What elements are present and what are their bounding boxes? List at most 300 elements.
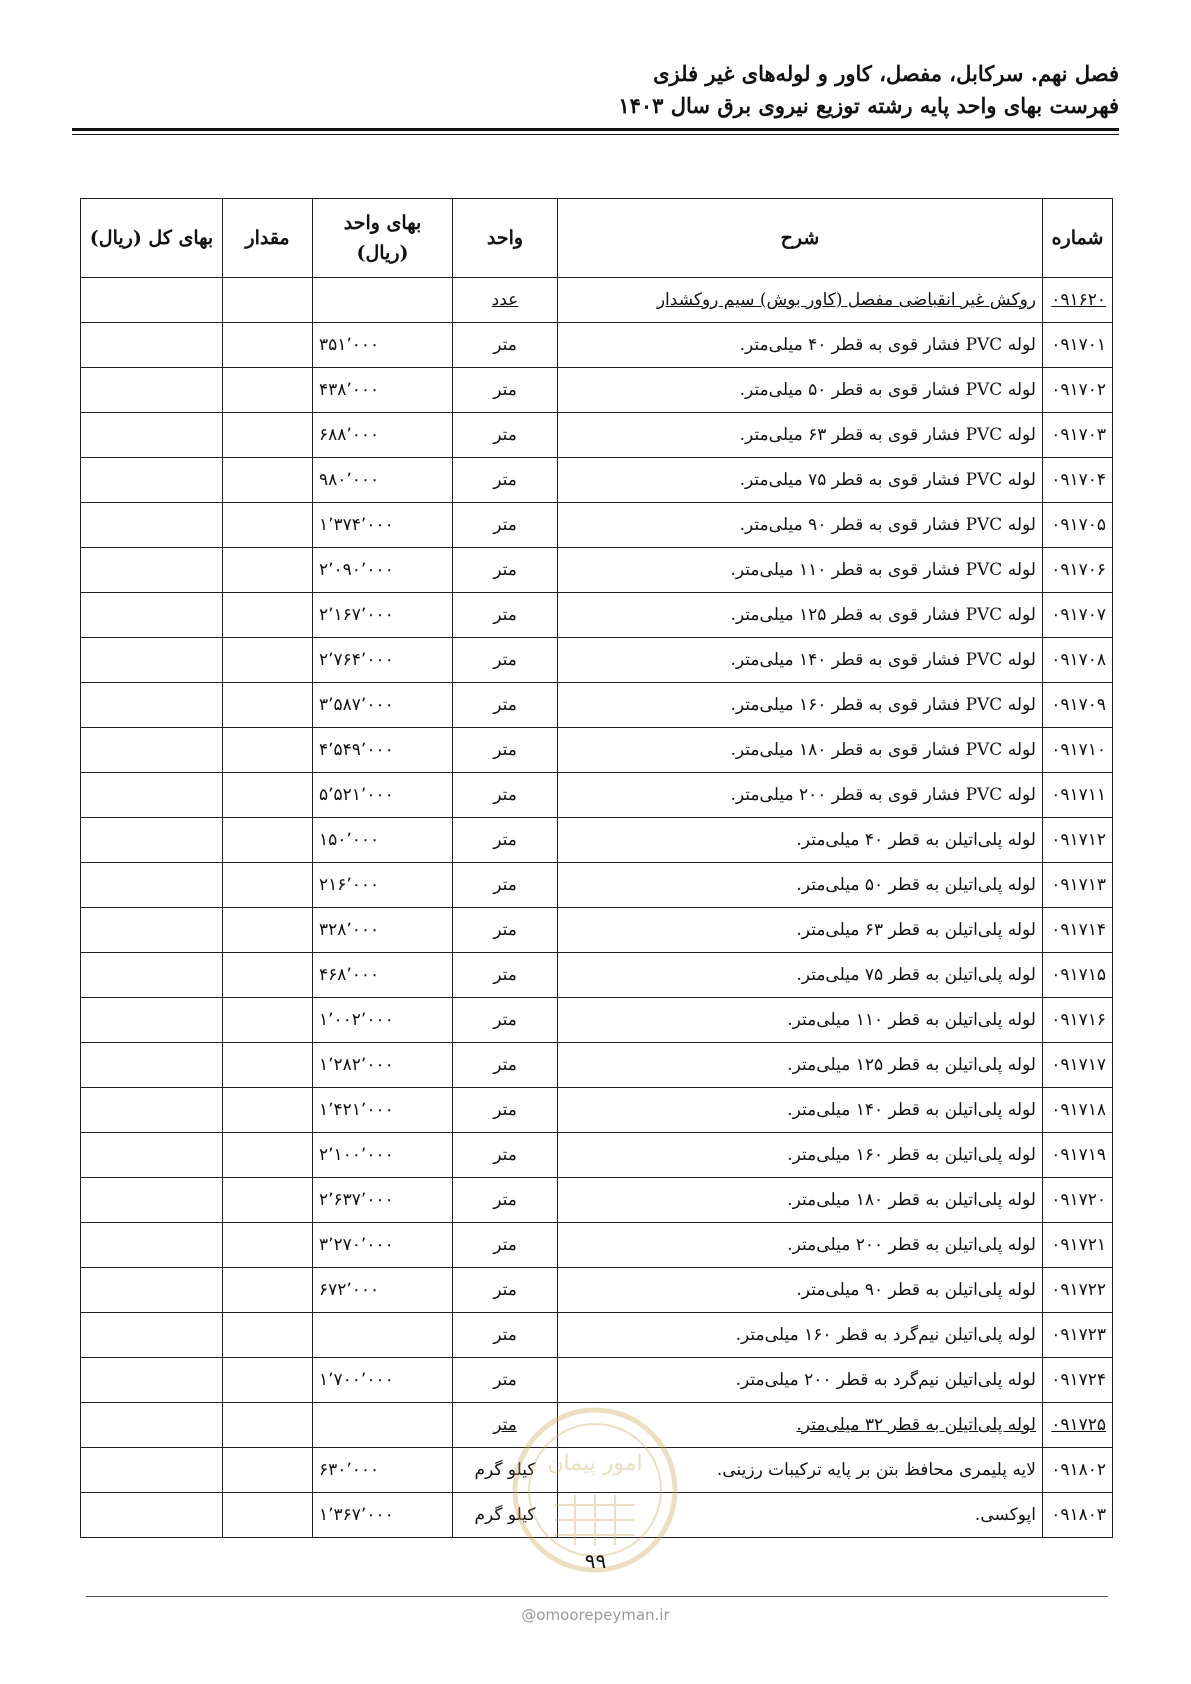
cell-unit-price-text: ۳٬۲۷۰٬۰۰۰: [319, 1235, 394, 1255]
cell-description: [558, 368, 1043, 413]
cell-unit: [453, 728, 558, 773]
cell-description: [558, 683, 1043, 728]
cell-code-text: ۰۹۱۷۱۸: [1051, 1100, 1106, 1120]
cell-unit-price-text: ۶۸۸٬۰۰۰: [319, 425, 380, 445]
cell-unit: [453, 1223, 558, 1268]
cell-description: [558, 1268, 1043, 1313]
cell-unit-price-text: ۳۵۱٬۰۰۰: [319, 335, 380, 355]
cell-unit: [453, 908, 558, 953]
cell-unit-text: متر: [493, 1010, 517, 1030]
cell-unit-price: [313, 1268, 453, 1313]
cell-description: [558, 593, 1043, 638]
cell-description: [558, 908, 1043, 953]
cell-unit: [453, 953, 558, 998]
cell-code: [1043, 548, 1113, 593]
cell-code-text: ۰۹۱۷۰۸: [1051, 650, 1106, 670]
cell-quantity: [223, 1493, 313, 1538]
cell-code-text: ۰۹۱۸۰۳: [1051, 1505, 1106, 1525]
cell-code: [1043, 1313, 1113, 1358]
cell-code-text: ۰۹۱۶۲۰: [1051, 290, 1106, 310]
cell-unit-price-text: ۲۱۶٬۰۰۰: [319, 875, 380, 895]
cell-unit-price: [313, 1493, 453, 1538]
cell-code: [1043, 1268, 1113, 1313]
table-row: [81, 1268, 1113, 1313]
cell-description-text: لوله پلی‌اتیلن به قطر ۳۲ میلی‌متر.: [796, 1415, 1036, 1435]
cell-code-text: ۰۹۱۷۰۴: [1051, 470, 1106, 490]
cell-description: [558, 953, 1043, 998]
header-unit-price-line2: (ریال): [356, 242, 409, 264]
table-row: [81, 1358, 1113, 1403]
cell-code: [1043, 818, 1113, 863]
cell-unit-text: متر: [493, 1325, 517, 1345]
cell-description-text: لوله پلی‌اتیلن نیم‌گرد به قطر ۱۶۰ میلی‌متر.: [735, 1325, 1036, 1345]
cell-unit: [453, 1043, 558, 1088]
cell-unit: [453, 458, 558, 503]
cell-description-text: لوله پلی‌اتیلن به قطر ۱۴۰ میلی‌متر.: [787, 1100, 1036, 1120]
table-row: [81, 638, 1113, 683]
footer-rule: [86, 1596, 1108, 1597]
table-row: [81, 1043, 1113, 1088]
seal-text: امور پیمان: [547, 1451, 643, 1476]
cell-unit: [453, 593, 558, 638]
cell-total-price: [81, 458, 223, 503]
cell-unit-text: متر: [493, 965, 517, 985]
cell-description-text: لوله PVC فشار قوی به قطر ۷۵ میلی‌متر.: [739, 470, 1036, 490]
cell-unit-price: [313, 278, 453, 323]
table-row: [81, 1223, 1113, 1268]
cell-total-price: [81, 593, 223, 638]
cell-description-text: روکش غیر انقباضی مفصل (کاور بوش) سیم روکشدار: [656, 290, 1036, 310]
cell-unit-price: [313, 998, 453, 1043]
cell-code-text: ۰۹۱۷۱۲: [1051, 830, 1106, 850]
cell-quantity: [223, 413, 313, 458]
cell-description: [558, 278, 1043, 323]
cell-unit-price: [313, 683, 453, 728]
cell-total-price: [81, 1313, 223, 1358]
cell-quantity: [223, 458, 313, 503]
cell-total-price: [81, 278, 223, 323]
cell-unit: [453, 548, 558, 593]
cell-unit-price-text: ۹۸۰٬۰۰۰: [319, 470, 380, 490]
cell-code: [1043, 1358, 1113, 1403]
cell-quantity: [223, 548, 313, 593]
cell-quantity: [223, 1088, 313, 1133]
cell-unit-text: متر: [493, 1055, 517, 1075]
cell-total-price: [81, 773, 223, 818]
cell-description: [558, 1088, 1043, 1133]
header-rule-thin: [72, 134, 1119, 135]
cell-unit: [453, 818, 558, 863]
cell-total-price: [81, 1178, 223, 1223]
cell-total-price: [81, 1088, 223, 1133]
cell-code-text: ۰۹۱۷۲۲: [1051, 1280, 1106, 1300]
cell-description-text: لوله PVC فشار قوی به قطر ۴۰ میلی‌متر.: [739, 335, 1036, 355]
cell-unit: [453, 278, 558, 323]
cell-unit-text: متر: [493, 1370, 517, 1390]
chapter-title: فصل نهم. سرکابل، مفصل، کاور و لوله‌های غیر فلزی: [653, 61, 1119, 86]
cell-unit-price-text: ۱٬۳۶۷٬۰۰۰: [319, 1505, 394, 1525]
table-row: [81, 998, 1113, 1043]
cell-unit-text: متر: [493, 830, 517, 850]
cell-unit-price: [313, 1178, 453, 1223]
cell-description-text: لوله PVC فشار قوی به قطر ۹۰ میلی‌متر.: [739, 515, 1036, 535]
cell-total-price: [81, 1358, 223, 1403]
cell-total-price: [81, 818, 223, 863]
cell-description-text: لوله پلی‌اتیلن به قطر ۲۰۰ میلی‌متر.: [787, 1235, 1036, 1255]
table-row: [81, 818, 1113, 863]
cell-unit: [453, 1313, 558, 1358]
cell-quantity: [223, 998, 313, 1043]
cell-unit-price-text: ۱۵۰٬۰۰۰: [319, 830, 380, 850]
cell-quantity: [223, 1223, 313, 1268]
cell-total-price: [81, 1448, 223, 1493]
cell-code: [1043, 413, 1113, 458]
cell-code-text: ۰۹۱۷۲۵: [1051, 1415, 1106, 1435]
cell-unit-price-text: ۲٬۱۰۰٬۰۰۰: [319, 1145, 394, 1165]
cell-unit-price-text: ۱٬۲۸۲٬۰۰۰: [319, 1055, 394, 1075]
cell-unit-price: [313, 458, 453, 503]
cell-description: [558, 413, 1043, 458]
cell-description: [558, 1133, 1043, 1178]
cell-quantity: [223, 1043, 313, 1088]
header-description: شرح: [558, 199, 1043, 278]
cell-description: [558, 863, 1043, 908]
cell-code: [1043, 1178, 1113, 1223]
cell-quantity: [223, 953, 313, 998]
cell-unit-price: [313, 773, 453, 818]
cell-quantity: [223, 1268, 313, 1313]
cell-unit-price-text: ۴۶۸٬۰۰۰: [319, 965, 380, 985]
cell-total-price: [81, 1133, 223, 1178]
cell-quantity: [223, 1403, 313, 1448]
cell-total-price: [81, 503, 223, 548]
cell-unit-text: متر: [493, 470, 517, 490]
cell-code: [1043, 1223, 1113, 1268]
cell-code: [1043, 908, 1113, 953]
cell-code: [1043, 458, 1113, 503]
cell-quantity: [223, 323, 313, 368]
cell-description-text: لوله پلی‌اتیلن به قطر ۱۶۰ میلی‌متر.: [787, 1145, 1036, 1165]
cell-code-text: ۰۹۱۷۲۴: [1051, 1370, 1106, 1390]
cell-unit-price: [313, 1088, 453, 1133]
cell-unit-price: [313, 1043, 453, 1088]
cell-unit-text: متر: [493, 740, 517, 760]
cell-unit-text: متر: [493, 875, 517, 895]
cell-unit-price-text: ۶۳۰٬۰۰۰: [319, 1460, 380, 1480]
cell-total-price: [81, 863, 223, 908]
cell-description-text: لوله پلی‌اتیلن نیم‌گرد به قطر ۲۰۰ میلی‌متر.: [735, 1370, 1036, 1390]
cell-quantity: [223, 278, 313, 323]
cell-unit-price: [313, 638, 453, 683]
cell-unit-price-text: ۴۳۸٬۰۰۰: [319, 380, 380, 400]
cell-unit-text: متر: [493, 425, 517, 445]
cell-unit: [453, 773, 558, 818]
table-row: [81, 908, 1113, 953]
table-row: [81, 1313, 1113, 1358]
cell-quantity: [223, 908, 313, 953]
cell-description: [558, 323, 1043, 368]
cell-total-price: [81, 1403, 223, 1448]
cell-description-text: لوله PVC فشار قوی به قطر ۵۰ میلی‌متر.: [739, 380, 1036, 400]
cell-unit-price: [313, 1358, 453, 1403]
cell-quantity: [223, 1178, 313, 1223]
cell-unit: [453, 1268, 558, 1313]
cell-unit-price: [313, 593, 453, 638]
cell-unit-price: [313, 503, 453, 548]
header-rule-thick: [72, 128, 1119, 131]
cell-unit-text: متر: [493, 1280, 517, 1300]
cell-code: [1043, 278, 1113, 323]
cell-unit-text: عدد: [491, 290, 519, 310]
cell-unit-price-text: ۲٬۱۶۷٬۰۰۰: [319, 605, 394, 625]
cell-description: [558, 503, 1043, 548]
cell-description-text: لوله پلی‌اتیلن به قطر ۱۲۵ میلی‌متر.: [787, 1055, 1036, 1075]
document-title: فهرست بهای واحد پایه رشته توزیع نیروی برق سال ۱۴۰۳: [618, 93, 1119, 118]
page-header: [69, 58, 1119, 122]
cell-unit-price-text: ۱٬۴۲۱٬۰۰۰: [319, 1100, 394, 1120]
cell-description-text: لوله پلی‌اتیلن به قطر ۵۰ میلی‌متر.: [796, 875, 1036, 895]
cell-unit-price: [313, 728, 453, 773]
cell-total-price: [81, 1223, 223, 1268]
cell-description-text: لوله PVC فشار قوی به قطر ۲۰۰ میلی‌متر.: [730, 785, 1036, 805]
cell-code: [1043, 323, 1113, 368]
cell-quantity: [223, 728, 313, 773]
cell-description: [558, 773, 1043, 818]
cell-unit-price: [313, 953, 453, 998]
cell-unit-price: [313, 1223, 453, 1268]
cell-quantity: [223, 368, 313, 413]
cell-unit-text: متر: [493, 560, 517, 580]
cell-description-text: لایه پلیمری محافظ بتن بر پایه ترکیبات رزینی.: [716, 1460, 1036, 1480]
cell-total-price: [81, 1268, 223, 1313]
table-row: [81, 458, 1113, 503]
cell-code: [1043, 1493, 1113, 1538]
cell-quantity: [223, 863, 313, 908]
cell-description-text: اپوکسی.: [974, 1505, 1036, 1525]
cell-description: [558, 998, 1043, 1043]
table-row: [81, 683, 1113, 728]
cell-unit-price: [313, 863, 453, 908]
cell-description-text: لوله PVC فشار قوی به قطر ۱۲۵ میلی‌متر.: [730, 605, 1036, 625]
cell-code-text: ۰۹۱۷۱۱: [1051, 785, 1106, 805]
cell-description-text: لوله پلی‌اتیلن به قطر ۱۱۰ میلی‌متر.: [787, 1010, 1036, 1030]
cell-description-text: لوله PVC فشار قوی به قطر ۱۶۰ میلی‌متر.: [730, 695, 1036, 715]
cell-quantity: [223, 773, 313, 818]
header-quantity: مقدار: [223, 199, 313, 278]
cell-unit-text: کیلو گرم: [474, 1505, 536, 1525]
cell-unit-price-text: ۵٬۵۲۱٬۰۰۰: [319, 785, 394, 805]
cell-code-text: ۰۹۱۷۰۹: [1051, 695, 1106, 715]
cell-unit: [453, 413, 558, 458]
cell-code: [1043, 1448, 1113, 1493]
cell-quantity: [223, 1313, 313, 1358]
cell-code-text: ۰۹۱۷۲۱: [1051, 1235, 1106, 1255]
table-row: [81, 1088, 1113, 1133]
cell-unit-text: متر: [493, 650, 517, 670]
table-row: [81, 863, 1113, 908]
cell-unit-price: [313, 1448, 453, 1493]
cell-description: [558, 1313, 1043, 1358]
cell-unit: [453, 863, 558, 908]
cell-code: [1043, 998, 1113, 1043]
cell-code-text: ۰۹۱۷۰۳: [1051, 425, 1106, 445]
cell-description-text: لوله پلی‌اتیلن به قطر ۱۸۰ میلی‌متر.: [787, 1190, 1036, 1210]
cell-code: [1043, 1403, 1113, 1448]
cell-unit: [453, 998, 558, 1043]
cell-total-price: [81, 1043, 223, 1088]
cell-unit-text: متر: [493, 335, 517, 355]
cell-code: [1043, 503, 1113, 548]
cell-description: [558, 1178, 1043, 1223]
price-list-table: [80, 198, 1113, 1538]
cell-code: [1043, 593, 1113, 638]
cell-code: [1043, 1088, 1113, 1133]
cell-unit-price: [313, 413, 453, 458]
cell-code-text: ۰۹۱۷۱۶: [1051, 1010, 1106, 1030]
cell-code: [1043, 1043, 1113, 1088]
cell-unit: [453, 368, 558, 413]
cell-unit-text: متر: [493, 1415, 517, 1435]
cell-quantity: [223, 503, 313, 548]
cell-total-price: [81, 998, 223, 1043]
cell-total-price: [81, 1493, 223, 1538]
cell-description: [558, 458, 1043, 503]
cell-code-text: ۰۹۱۷۰۷: [1051, 605, 1106, 625]
header-unit: واحد: [453, 199, 558, 278]
cell-unit-price-text: ۳۲۸٬۰۰۰: [319, 920, 380, 940]
cell-total-price: [81, 638, 223, 683]
cell-description-text: لوله PVC فشار قوی به قطر ۶۳ میلی‌متر.: [739, 425, 1036, 445]
cell-quantity: [223, 1448, 313, 1493]
cell-code: [1043, 728, 1113, 773]
cell-code-text: ۰۹۱۷۱۴: [1051, 920, 1106, 940]
cell-unit-text: متر: [493, 1145, 517, 1165]
cell-description: [558, 1223, 1043, 1268]
cell-code: [1043, 773, 1113, 818]
cell-unit: [453, 503, 558, 548]
cell-code-text: ۰۹۱۷۱۷: [1051, 1055, 1106, 1075]
cell-unit-price: [313, 818, 453, 863]
cell-unit-price-text: ۱٬۳۷۴٬۰۰۰: [319, 515, 394, 535]
cell-code-text: ۰۹۱۷۰۱: [1051, 335, 1106, 355]
cell-total-price: [81, 368, 223, 413]
cell-unit: [453, 1088, 558, 1133]
cell-code-text: ۰۹۱۷۱۹: [1051, 1145, 1106, 1165]
cell-code-text: ۰۹۱۷۲۰: [1051, 1190, 1106, 1210]
cell-description: [558, 1043, 1043, 1088]
table-row: [81, 773, 1113, 818]
cell-unit-price-text: ۱٬۰۰۲٬۰۰۰: [319, 1010, 394, 1030]
cell-unit-price: [313, 323, 453, 368]
cell-unit: [453, 323, 558, 368]
cell-quantity: [223, 1358, 313, 1403]
cell-unit-price: [313, 1313, 453, 1358]
cell-total-price: [81, 323, 223, 368]
table-row: [81, 413, 1113, 458]
cell-unit-price: [313, 1403, 453, 1448]
table-row: [81, 548, 1113, 593]
cell-unit-price: [313, 908, 453, 953]
cell-description-text: لوله PVC فشار قوی به قطر ۱۱۰ میلی‌متر.: [730, 560, 1036, 580]
cell-unit-text: متر: [493, 920, 517, 940]
cell-code-text: ۰۹۱۷۲۳: [1051, 1325, 1106, 1345]
header-unit-price: [313, 199, 453, 278]
cell-quantity: [223, 1133, 313, 1178]
cell-unit: [453, 683, 558, 728]
cell-quantity: [223, 638, 313, 683]
table-row: [81, 1178, 1113, 1223]
cell-code: [1043, 1133, 1113, 1178]
cell-quantity: [223, 818, 313, 863]
cell-code: [1043, 368, 1113, 413]
header-unit-price-line1: بهای واحد: [343, 212, 422, 234]
cell-quantity: [223, 683, 313, 728]
table-row: [81, 503, 1113, 548]
cell-code: [1043, 863, 1113, 908]
cell-code-text: ۰۹۱۷۱۰: [1051, 740, 1106, 760]
cell-unit-price-text: ۲٬۰۹۰٬۰۰۰: [319, 560, 394, 580]
cell-description: [558, 638, 1043, 683]
table-row: [81, 593, 1113, 638]
cell-description-text: لوله پلی‌اتیلن به قطر ۷۵ میلی‌متر.: [796, 965, 1036, 985]
cell-description: [558, 548, 1043, 593]
cell-unit-text: متر: [493, 1100, 517, 1120]
cell-unit-text: متر: [493, 1190, 517, 1210]
cell-unit-price: [313, 368, 453, 413]
cell-unit-price-text: ۱٬۷۰۰٬۰۰۰: [319, 1370, 394, 1390]
footer-watermark-text: @omoorepeyman.ir: [521, 1606, 670, 1624]
cell-unit-text: متر: [493, 515, 517, 535]
cell-quantity: [223, 593, 313, 638]
table-row: [81, 953, 1113, 998]
cell-unit-text: متر: [493, 380, 517, 400]
cell-code-text: ۰۹۱۷۱۳: [1051, 875, 1106, 895]
cell-unit: [453, 1133, 558, 1178]
cell-unit-price-text: ۳٬۵۸۷٬۰۰۰: [319, 695, 394, 715]
cell-unit-price: [313, 1133, 453, 1178]
cell-unit-text: متر: [493, 695, 517, 715]
header-total-price: بهای کل (ریال): [81, 199, 223, 278]
cell-total-price: [81, 908, 223, 953]
cell-total-price: [81, 953, 223, 998]
table-header-row: [81, 199, 1113, 278]
cell-unit-price-text: ۲٬۷۶۴٬۰۰۰: [319, 650, 394, 670]
cell-total-price: [81, 413, 223, 458]
cell-description: [558, 818, 1043, 863]
cell-description-text: لوله پلی‌اتیلن به قطر ۹۰ میلی‌متر.: [796, 1280, 1036, 1300]
table-row: [81, 728, 1113, 773]
cell-code-text: ۰۹۱۷۰۲: [1051, 380, 1106, 400]
cell-unit-price: [313, 548, 453, 593]
table-row: [81, 278, 1113, 323]
cell-code-text: ۰۹۱۷۱۵: [1051, 965, 1106, 985]
header-code: شماره: [1043, 199, 1113, 278]
cell-description: [558, 1358, 1043, 1403]
cell-unit-text: متر: [493, 605, 517, 625]
page-number: ۹۹: [584, 1549, 607, 1573]
cell-code: [1043, 638, 1113, 683]
table-row: [81, 1133, 1113, 1178]
cell-code-text: ۰۹۱۷۰۵: [1051, 515, 1106, 535]
cell-description-text: لوله PVC فشار قوی به قطر ۱۴۰ میلی‌متر.: [730, 650, 1036, 670]
cell-description-text: لوله پلی‌اتیلن به قطر ۶۳ میلی‌متر.: [796, 920, 1036, 940]
cell-code-text: ۰۹۱۷۰۶: [1051, 560, 1106, 580]
cell-unit-price-text: ۴٬۵۴۹٬۰۰۰: [319, 740, 394, 760]
cell-description-text: لوله پلی‌اتیلن به قطر ۴۰ میلی‌متر.: [796, 830, 1036, 850]
cell-description-text: لوله PVC فشار قوی به قطر ۱۸۰ میلی‌متر.: [730, 740, 1036, 760]
cell-unit: [453, 1178, 558, 1223]
cell-code: [1043, 683, 1113, 728]
